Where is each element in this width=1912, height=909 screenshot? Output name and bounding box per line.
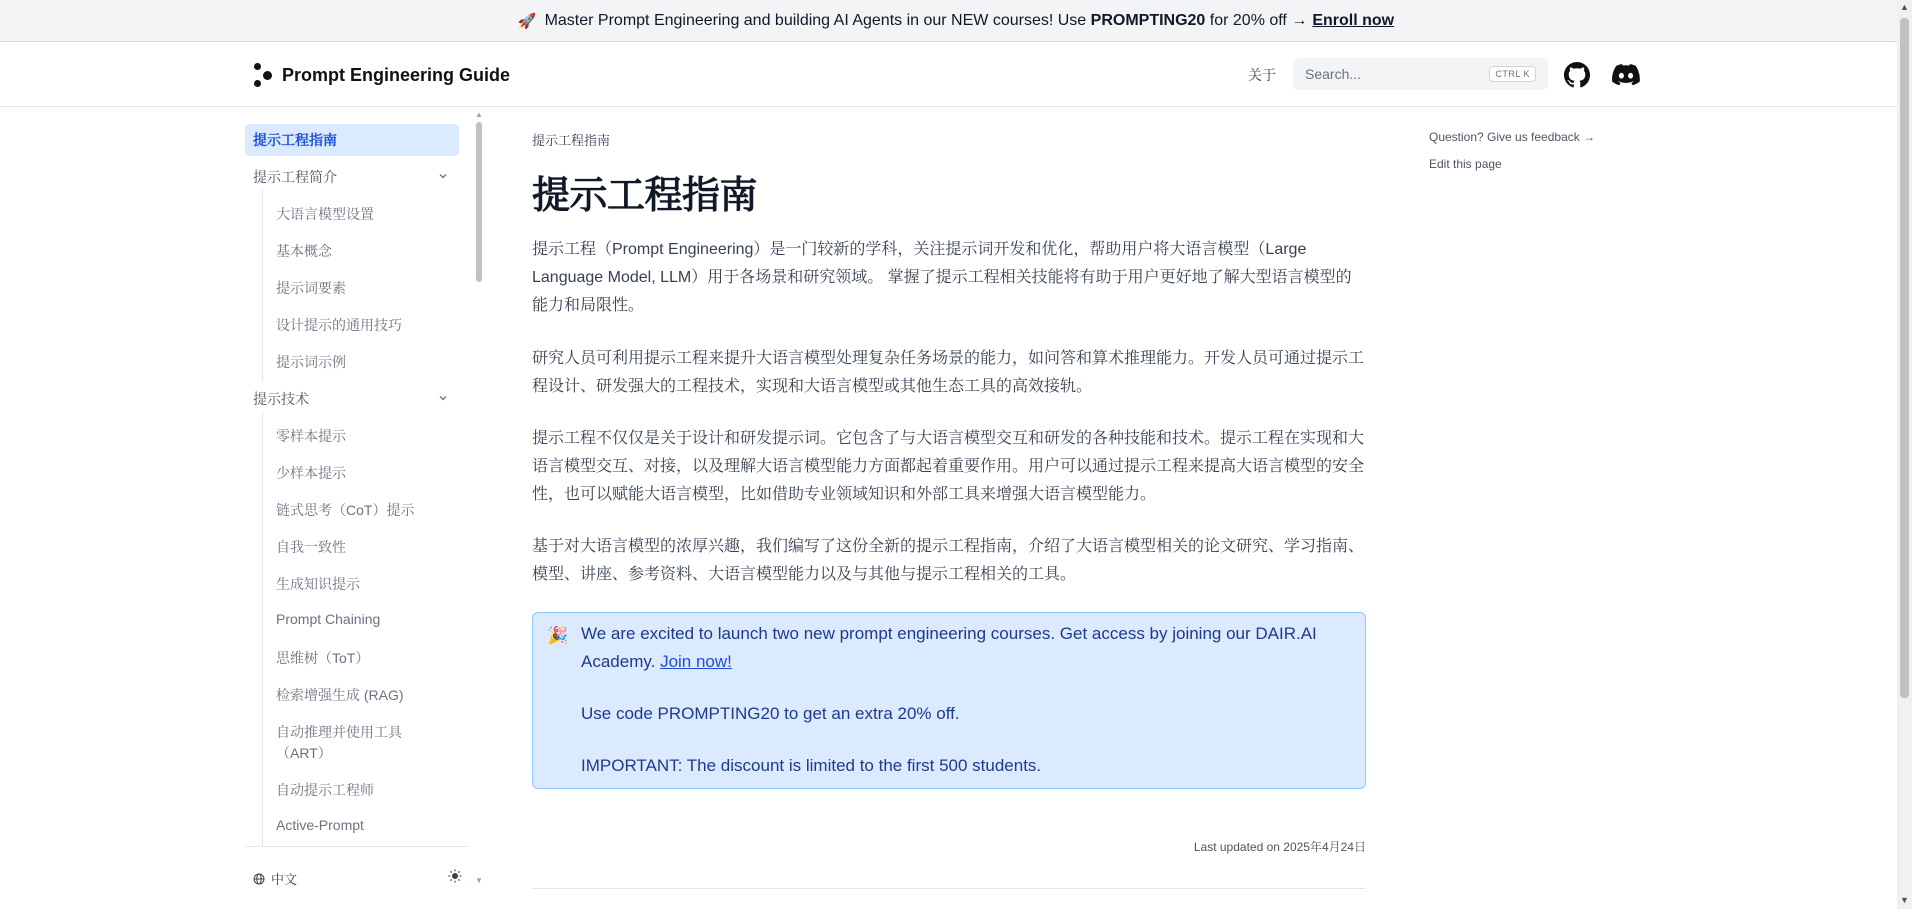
sun-icon[interactable] bbox=[448, 869, 462, 883]
scroll-up-arrow-icon[interactable]: ▲ bbox=[1900, 2, 1909, 12]
sidebar-footer bbox=[245, 846, 468, 909]
sidebar-item-zero-shot[interactable]: 零样本提示 bbox=[276, 428, 346, 444]
globe-icon bbox=[253, 873, 265, 885]
sidebar-item-few-shot[interactable]: 少样本提示 bbox=[276, 465, 346, 481]
scroll-down-arrow-icon[interactable]: ▼ bbox=[1900, 895, 1909, 905]
tree-line bbox=[262, 190, 263, 382]
last-updated: Last updated on 2025年4月24日 bbox=[1193, 840, 1366, 854]
callout-line-4: IMPORTANT: The discount is limited to the first 500 students. bbox=[581, 756, 1042, 775]
sidebar-item-tips[interactable]: 设计提示的通用技巧 bbox=[276, 317, 402, 333]
callout-line-1: We are excited to launch two new prompt engineering courses. Get access by joining our DAIR.AI bbox=[581, 624, 1317, 643]
callout-line-2: Academy. Join now! bbox=[581, 652, 732, 671]
sidebar-item-active-prompt[interactable]: Active-Prompt bbox=[276, 817, 364, 833]
toc-sidebar bbox=[1429, 130, 1595, 184]
divider bbox=[532, 888, 1366, 889]
sidebar-item-ape[interactable]: 自动提示工程师 bbox=[276, 782, 374, 798]
party-popper-icon: 🎉 bbox=[547, 626, 569, 645]
join-now-link[interactable]: Join now! bbox=[660, 652, 732, 671]
scroll-down-arrow-icon[interactable]: ▼ bbox=[475, 876, 483, 885]
tree-line bbox=[262, 412, 263, 846]
sidebar-item-cot[interactable]: 链式思考（CoT）提示 bbox=[276, 502, 415, 518]
search-shortcut-badge: CTRL K bbox=[1489, 66, 1536, 82]
banner-text: Master Prompt Engineering and building AI Agents in our NEW courses! Use bbox=[544, 11, 1087, 29]
language-label: 中文 bbox=[271, 872, 298, 887]
paragraph-4: 基于对大语言模型的浓厚兴趣，我们编写了这份全新的提示工程指南，介绍了大语言模型相关的论文研究、学习指南、 模型、讲座、参考资料、大语言模型能力以及与其他与提示工程相关的工具。 bbox=[532, 538, 1365, 583]
chevron-down-icon[interactable] bbox=[437, 170, 449, 182]
search-placeholder: Search... bbox=[1305, 66, 1362, 82]
page-scrollbar[interactable] bbox=[1897, 0, 1912, 909]
sidebar-scrollbar[interactable] bbox=[474, 108, 484, 909]
scrollbar-thumb[interactable] bbox=[1900, 18, 1909, 698]
banner-code: PROMPTING20 bbox=[1090, 11, 1206, 29]
site-title: Prompt Engineering Guide bbox=[282, 64, 511, 85]
edit-page-link[interactable]: Edit this page bbox=[1429, 157, 1502, 171]
home-logo-link[interactable] bbox=[252, 63, 510, 87]
search-input[interactable] bbox=[1293, 58, 1548, 90]
sidebar-item-basics[interactable]: 基本概念 bbox=[276, 243, 332, 259]
scrollbar-thumb[interactable] bbox=[476, 122, 482, 282]
sidebar-item-art[interactable]: 自动推理并使用工具 bbox=[276, 724, 402, 740]
paragraph-1: 提示工程（Prompt Engineering）是一门较新的学科，关注提示词开发和优化，帮助用户将大语言模型（Large Language Model, LLM）用于各场景和研究领域。 掌握了提示工程相关技能将有助于用户更好地了解大型语言模型的 能力和局限性。 bbox=[532, 241, 1352, 314]
sidebar-item-tot[interactable]: 思维树（ToT） bbox=[276, 650, 370, 666]
feedback-link[interactable]: Question? Give us feedback → bbox=[1429, 130, 1596, 144]
sidebar-section-techniques[interactable]: 提示技术 bbox=[253, 391, 309, 407]
sidebar-item-examples[interactable]: 提示词示例 bbox=[276, 354, 346, 370]
discord-icon[interactable] bbox=[1612, 64, 1640, 86]
language-switcher[interactable] bbox=[253, 869, 297, 888]
sidebar-item-guide[interactable]: 提示工程指南 bbox=[245, 124, 459, 156]
page-title: 提示工程指南 bbox=[532, 173, 758, 217]
sidebar-item-knowledge[interactable]: 生成知识提示 bbox=[276, 576, 360, 592]
sidebar-item-elements[interactable]: 提示词要素 bbox=[276, 280, 346, 296]
breadcrumb[interactable]: 提示工程指南 bbox=[532, 133, 611, 148]
chevron-down-icon[interactable] bbox=[437, 392, 449, 404]
github-icon[interactable] bbox=[1564, 62, 1590, 88]
promo-banner bbox=[0, 0, 1912, 42]
paragraph-2: 研究人员可利用提示工程来提升大语言模型处理复杂任务场景的能力，如问答和算术推理能力。开发人员可通过提示工 程设计、研发强大的工程技术，实现和大语言模型或其他生态工具的高效接轨。 bbox=[532, 350, 1365, 395]
enroll-now-link[interactable]: Enroll now bbox=[1312, 11, 1395, 29]
rocket-icon: 🚀 bbox=[517, 12, 537, 30]
sidebar-item-consistency[interactable]: 自我一致性 bbox=[276, 539, 346, 555]
top-navbar bbox=[0, 42, 1912, 107]
sidebar bbox=[245, 108, 483, 909]
paragraph-3: 提示工程不仅仅是关于设计和研发提示词。它包含了与大语言模型交互和研发的各种技能和技术。提示工程在实现和大 语言模型交互、对接，以及理解大语言模型能力方面都起着重要作用。用户可以通过提示工程来提高大语言模型的安全 性，也可以赋能大语言模型，比如借助专业领域知识和外部工具来增强大语言模型能力。 bbox=[532, 430, 1365, 503]
sidebar-section-intro[interactable]: 提示工程简介 bbox=[253, 169, 337, 185]
logo-icon bbox=[252, 63, 276, 87]
banner-text-after: for 20% off → bbox=[1209, 11, 1308, 29]
scroll-up-arrow-icon[interactable]: ▲ bbox=[475, 110, 483, 119]
callout-line-3: Use code PROMPTING20 to get an extra 20% off. bbox=[581, 704, 960, 723]
announcement-callout bbox=[532, 612, 1366, 789]
nav-about-link[interactable]: 关于 bbox=[1248, 67, 1276, 83]
sidebar-item-rag[interactable]: 检索增强生成 (RAG) bbox=[276, 687, 404, 703]
sidebar-item-art-suffix[interactable]: （ART） bbox=[276, 745, 332, 761]
sidebar-item-prompt-chaining[interactable]: Prompt Chaining bbox=[276, 611, 381, 627]
sidebar-item-llm-settings[interactable]: 大语言模型设置 bbox=[276, 206, 374, 222]
